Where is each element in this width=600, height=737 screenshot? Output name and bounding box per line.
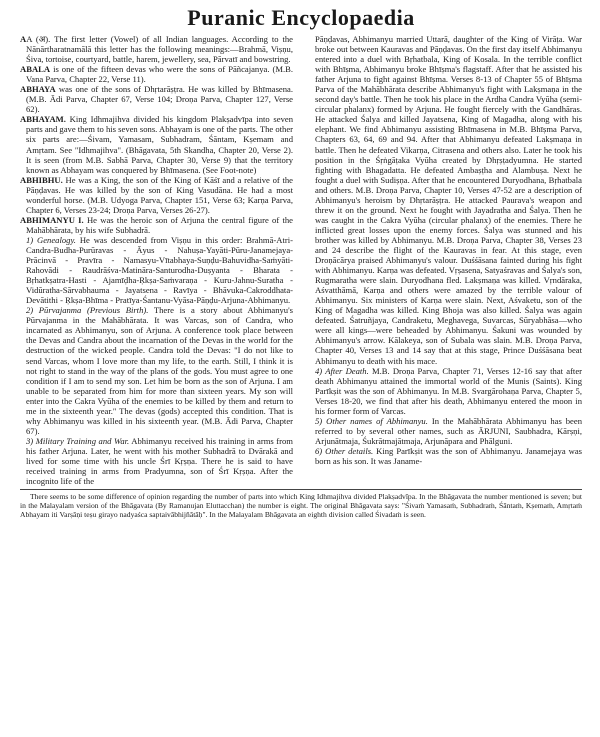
entry-paragraph (20, 114, 293, 174)
entry-text: was one of the sons of Dhṛtarāṣṭra. He was killed by Bhīmasena. (M.B. Ādi Parva, Chapter 67, Verse 104; Droṇa Parva, Chapter 127, Verse 62). (26, 84, 293, 115)
section-paragraph (20, 235, 293, 305)
entry-headword: ABHIBHU. (20, 174, 63, 185)
footnote-divider (20, 489, 582, 490)
section-label: 2) Pūrvajanma (Previous Birth). (26, 305, 149, 316)
entry-paragraph (20, 215, 293, 235)
entry-text: He was the heroic son of Arjuna the central figure of the Mahābhārata, by his wife Subhadrā. (26, 214, 293, 235)
two-column-body (20, 34, 582, 486)
entry-headword: A (20, 34, 27, 44)
section-text: M.B. Droṇa Parva, Chapter 71, Verses 12-16 say that after death Abhimanyu attained the immortal world of the Munis (Saints). King Parīkṣit was the son of Abhimanyu. In M.B. Svargārohaṇa Parva, Chapter 5, Verses 18-20, we find that after his death, Abhimanyu entered the moon in his former form of Varcas. (315, 365, 582, 416)
section-text: In the Mahābhārata Abhimanyu has been referred to by several other names, such as ĀRJUNI, Saubhadra, Kārṣṇi, Arjunātmaja, Śukrātmajātmaja, Arjunāpara and Phālguni. (315, 415, 582, 446)
entry-text: He was a King, the son of the King of Kāśī and a relative of the Pāṇḍavas. He was killed by the son of King Vasudāna. He had a most wonderful horse. (M.B. Udyoga Parva, Chapter 151, Verse 63; Karṇa Parva, Chapter 6, Verses 23-24; Droṇa Parva, Verses 26-27). (26, 174, 293, 215)
right-column (309, 34, 582, 486)
entry-paragraph (20, 175, 293, 215)
section-label: 4) After Death. (315, 365, 369, 376)
section-paragraph (309, 366, 582, 416)
section-text: Abhimanyu received his training in arms from his father Arjuna. Later, he went with his mother Subhadrā to Dvārakā and lived for some time with his uncle Śrī Kṛṣṇa. There he is said to have received training in arms from Pradyumna, son of Śrī Kṛṣṇa. After the incognito life of the (26, 435, 293, 487)
entry-headword: ABHAYA (20, 84, 56, 95)
page-title: Puranic Encyclopaedia (187, 5, 415, 30)
section-label: 3) Military Training and War. (26, 435, 130, 446)
section-text: King Parīkṣit was the son of Abhimanyu. Janamejaya was born as his son. It was Janame- (315, 445, 582, 466)
section-text: There is a story about Abhimanyu's Pūrvajanma in the Mahābhārata. It was Varcas, son of Candra, who incarnated as Abhimanyu, son of Arjuna. A conference took place between the Devas and Candra about the incarnation of the Devas in the world for the destruction of the wicked people. Candra told the Devas: "I do not like to send Varcas, whom I love more than my life, to the earth. Still, I think it is not right to stand in the way of the plans of the gods. You must agree to one condition if I am to send my son. Let him be born as the son of Arjuna. I am unable to be separated from him for more than sixteen years. My son will enter into the Cakra Vyūha of the enemies to be killed by them and return to me in the sixteenth year." The devas (gods) accepted this condition. That is why Abhimanyu was killed in his sixteenth year. (M.B. Ādi Parva, Chapter 67). (26, 305, 293, 436)
footnote (20, 492, 582, 519)
entry-headword: ABHAYAM. (20, 114, 66, 125)
entry-paragraph (20, 84, 293, 114)
entry-headword: ABHIMANYU I. (20, 214, 84, 225)
section-label: 1) Genealogy. (26, 234, 76, 245)
entry-paragraph (20, 34, 293, 64)
entry-text: A (अ). The first letter (Vowel) of all Indian languages. According to the Nānārtharatnamālā this letter has the following meanings:—Brahmā, Viṣṇu, Śiva, tortoise, courtyard, battle, harem, jewellery, sea, Pārvatī and bowstring. (26, 34, 293, 65)
section-paragraph (309, 446, 582, 466)
section-label: 5) Other names of Abhimanyu. (315, 415, 428, 426)
section-paragraph (20, 436, 293, 486)
entry-paragraph (20, 64, 293, 84)
footnote-text: There seems to be some difference of opinion regarding the number of parts into which King Idhmajihva divided Plakṣadvīpa. In the Bhāgavata the number mentioned is seven; but in the Malayalam version of the Bhāgavata (By Ramanujan Eluttacchan) the number is eight. The original Bhāgavata says: "Śivaṁ Yamasaṁ, Subhadraṁ, Śāntaṁ, Kṣemaṁ, Amṛtaṁ Abhayam iti Varṣāṇi teṣu girayo nadyaśca saptaivābhijñātāḥ". In the Malayalam Bhāgavata an eighth division called Śivadaṁ is seen. (20, 492, 582, 520)
entry-text: King Idhmajihva divided his kingdom Plakṣadvīpa into seven parts and gave them to his seven sons. Abhayam is one of the parts. The other six parts are:—Śivam, Yamasam, Subhadram, Śāntam, Kṣemam and Amṛtam. See "Idhmajihva". (Bhāgavata, 5th Skandha, Chapter 20, Verse 2). It is seen (from M.B. Sabhā Parva, Chapter 30, Verse 9) that the territory known as Abhayam was conquered by Bhīmasena. (See Foot-note) (26, 114, 293, 175)
left-column (20, 34, 293, 486)
entry-text: is one of the fifteen devas who were the sons of Pāñcajanya. (M.B. Vana Parva, Chapter 22, Verse 11). (26, 64, 293, 85)
section-label: 6) Other details. (315, 445, 374, 456)
section-paragraph (309, 416, 582, 446)
section-paragraph (20, 305, 293, 436)
continued-paragraph: Pāṇḍavas, Abhimanyu married Uttarā, daughter of the King of Virāṭa. War broke out between Kauravas and Pāṇḍavas. On the first day itself Abhimanyu entered into a duel with Bṛhatbala, King of Kosala. In the terrible conflict with Bhīṣma, Abhimanyu broke Bhīṣma's flagstaff. After that he assisted his father Arjuna to fight against Bhīṣma. Verses 8-13 of Chapter 55 of Bhīṣma Parva of the Mahābhārata describe Abhimanyu's fight with Lakṣmaṇa in the second day's battle. Then he took his place in the Ardha Candra Vyūha (semi-circular phalanx) formed by Arjuna. He fought fiercely with the Gandhāras. He attacked Śalya and killed Jayatsena, King of Magadha, along with his elephant. We find Abhimanyu assisting Bhīmasena in M.B. Bhīṣma Parva, Chapters 63, 64, 69 and 94. After that Abhimanyu defeated Lakṣmaṇa in battle. Then he defeated Vikarṇa, Citrasena and others also. Later he took his position in the Śṛṅgāṭaka Vyūha created by Dhṛṣṭadyumna. He started fighting with Bhagadatta. He defeated Ambaṣṭha and Alambuṣa. Next he fought a duel with Sudiṣṇa. After that he encountered Duryodhana, Bṛhatbala and others. M.B. Droṇa Parva, Chapter 10, Verses 47-52 are a description of Abhimanyu's heroism by Dhṛtarāṣṭra. He attacked Paurava's weapon and threw it on the ground. Next he fought with Jayadratha and Śalya. Then he was caught in the Cakra Vyūha (circular phalanx) of the enemies. There he inflicted great losses upon the enemy forces. Śalya was stunned and his brother was killed by Abhimanyu. M.B. Droṇa Parva, Chapter 38, Verses 23 and 24 describe the flight of the Kauravas in fear. At this stage, even Droṇācārya praised Abhimanyu's valour. Duśśāsana fainted during his fight with Abhimanyu. Karṇa was defeated. Vṛṣasena, Satyaśravas and Śalya's son, Rugmaratha were slain. Duryodhana fled. Lakṣmaṇa was killed. Vṛndāraka, Aśvatthāmā, Karṇa and others were amazed by the terrible valour of Abhimanyu. Six ministers of Karṇa were slain. Next, Aśvaketu, son of the King of Magadha was killed. King Bhoja was also killed. Śalya was again defeated. Śatruñjaya, Candraketu, Meghavega, Suvarcas, Sūryabhāsa—who were all kings—were beheaded by Abhimanyu. Śakuni was wounded by Abhimanyu's arrow. Kālakeya, son of Subala was slain. M.B. Droṇa Parva, Chapter 40, Verses 13 and 14 say that at this stage, Prince Duśśāsana beat Abhimanyu to death with his mace. (315, 34, 583, 366)
entry-headword: ABALA (20, 64, 51, 75)
section-text: He was descended from Viṣṇu in this order: Brahmā-Atri-Candra-Budha-Purūravas - Āyus - Nahuṣa-Yayāti-Pūru-Janamejaya- Prācinvā - Pravīra - Namasyu-Vītabhaya-Suṇḍu-Bahuvidha-Saṁyāti-Rahovādi - Raudrāśva-Matināra-Santurodha-Duṣyanta - Bharata - Bṛhatkṣatra-Hasti - Ajamīḍha-Ṛkṣa-Saṁvaraṇa - Kuru-Jahnu-Suratha - Vidūratha-Sārvabhauma - Jayatsena - Ravīya - Bhāvuka-Cakroddhata-Devātithi - Ṛkṣa-Bhīma - Pratīya-Śantanu-Vyāsa-Pāṇḍu-Arjuna-Abhimanyu. (26, 234, 293, 306)
